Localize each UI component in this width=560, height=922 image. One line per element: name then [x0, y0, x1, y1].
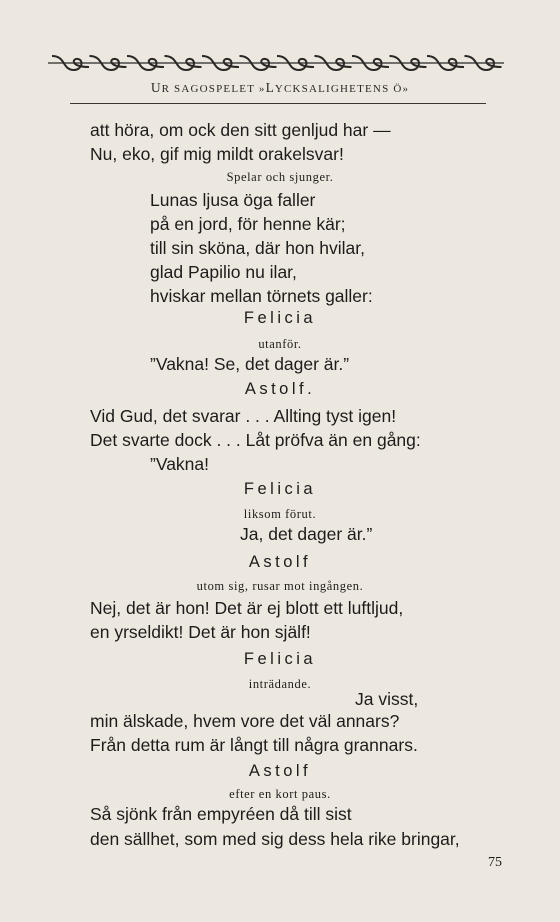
verse-line: en yrseldikt! Det är hon själf! [90, 622, 311, 642]
header-rule [70, 103, 486, 104]
decorative-border-ornament [48, 52, 504, 74]
speaker-name: Felicia [243, 480, 317, 498]
verse-line: Lunas ljusa öga faller [150, 190, 316, 210]
page-number: 75 [488, 855, 502, 870]
header-title-initial: L [265, 80, 275, 95]
running-header [0, 80, 560, 96]
verse-line: den sällhet, som med sig dess hela rike bringar, [90, 829, 460, 849]
verse-line: Det svarte dock . . . Låt pröfva än en gång: [90, 430, 421, 450]
verse-line: Från detta rum är långt till några grannars. [90, 735, 418, 755]
verse-line: att höra, om ock den sitt genljud har — [90, 120, 391, 140]
header-title: YCKSALIGHETENS Ö» [274, 83, 410, 95]
verse-line: glad Papilio nu ilar, [150, 262, 297, 282]
stage-direction: Spelar och sjunger. [226, 170, 334, 184]
speaker-name: Felicia [243, 309, 317, 327]
header-prefix: R SAGOSPELET » [161, 83, 266, 95]
header-prefix-initial: U [150, 80, 162, 95]
verse-line: på en jord, för henne kär; [150, 214, 346, 234]
speaker-name: Astolf [248, 553, 312, 571]
stage-direction: liksom förut. [243, 507, 317, 521]
verse-line: ”Vakna! Se, det dager är.” [150, 354, 350, 374]
stage-direction: utanför. [258, 337, 302, 351]
speaker-name: Astolf [248, 762, 312, 780]
verse-line: Ja visst, [355, 689, 419, 709]
verse-line: min älskade, hvem vore det väl annars? [90, 711, 400, 731]
verse-line: till sin sköna, där hon hvilar, [150, 238, 365, 258]
verse-line: hviskar mellan törnets galler: [150, 286, 373, 306]
verse-line: Nu, eko, gif mig mildt orakelsvar! [90, 144, 344, 164]
stage-direction: efter en kort paus. [229, 787, 331, 801]
speaker-name: Astolf. [244, 380, 316, 398]
stage-direction: utom sig, rusar mot ingången. [196, 579, 364, 593]
verse-line: ”Vakna! [150, 454, 210, 474]
verse-line: Vid Gud, det svarar . . . Allting tyst igen! [90, 406, 397, 426]
verse-line: Ja, det dager är.” [240, 524, 373, 544]
stage-direction: inträdande. [248, 677, 312, 691]
verse-line: Så sjönk från empyréen då till sist [90, 804, 352, 824]
speaker-name: Felicia [243, 650, 317, 668]
verse-line: Nej, det är hon! Det är ej blott ett luftljud, [90, 598, 404, 618]
